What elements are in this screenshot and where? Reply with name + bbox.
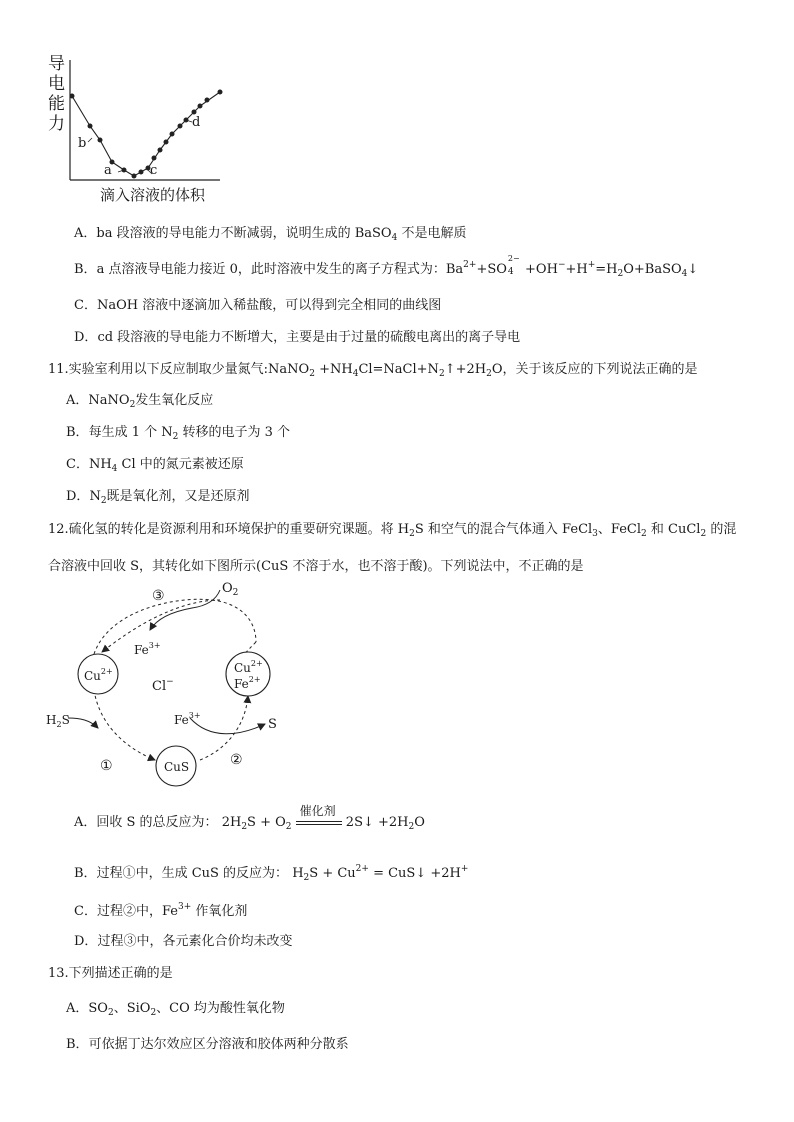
s-output-arrow	[190, 718, 265, 734]
curve-point	[205, 98, 210, 103]
q10-option-b[interactable]: B．a 点溶液导电能力接近 0，此时溶液中发生的离子方程式为：$Ba^{2+}+SO$ 2− 4 $+OH^-+H^+=H_2O+BaSO_4↓$	[74, 254, 699, 279]
step-2-label: ②	[230, 752, 243, 768]
q11-option-c[interactable]: C．$NH_4$ Cl 中的氮元素被还原	[66, 457, 244, 474]
option-letter: A．	[74, 226, 97, 241]
curve-point	[170, 132, 175, 137]
sulfur-cycle-diagram	[40, 578, 320, 788]
q12-option-b[interactable]: B．过程①中，生成 CuS 的反应为： $H_2S + Cu^{2+}$ = CuS↓ +2H+	[74, 864, 469, 883]
q12-stem-line1: 12.硫化氢的转化是资源利用和环境保护的重要研究课题。将 $H_2S$ 和空气的混合气体通入 FeCl$_3$、FeCl$_2$ 和 CuCl$_2$ 的混	[48, 522, 737, 539]
q13-option-b[interactable]: B．可依据丁达尔效应区分溶液和胶体两种分散系	[66, 1037, 349, 1052]
ylabel-char-3: 能	[48, 94, 65, 114]
q10-option-d[interactable]: D．cd 段溶液的导电能力不断增大，主要是由于过量的硫酸电离出的离子导电	[74, 330, 521, 345]
graph-xlabel: 滴入溶液的体积	[100, 186, 206, 204]
curve-point	[70, 94, 75, 99]
q10-option-c[interactable]: C．NaOH 溶液中逐滴加入稀盐酸，可以得到完全相同的曲线图	[74, 298, 442, 313]
conductivity-curve	[72, 92, 220, 176]
step-1-label: ①	[100, 758, 113, 774]
graph-svg	[60, 50, 230, 190]
q10-option-a[interactable]: A．ba 段溶液的导电能力不断减弱，说明生成的 BaSO$_4$ 不是电解质	[74, 226, 467, 243]
ylabel-char-1: 导	[48, 54, 65, 74]
curve-point	[98, 138, 103, 143]
option-letter: C．	[74, 298, 97, 313]
q12-stem-line2: 合溶液中回收 S，其转化如下图所示(CuS 不溶于水，也不溶于酸)。下列说法中，不正确的是	[48, 559, 584, 574]
curve-point	[88, 124, 93, 129]
option-letter: D．	[74, 330, 98, 345]
cycle-arc-top-right	[212, 600, 256, 642]
curve-point	[132, 174, 137, 179]
q11-option-b[interactable]: B．每生成 1 个 $N_2$ 转移的电子为 3 个	[66, 425, 291, 442]
curve-point	[198, 104, 203, 109]
curve-point	[152, 156, 157, 161]
o2-label: $O_2$	[222, 581, 239, 598]
curve-point	[192, 110, 197, 115]
h2s-label: $H_2S$	[46, 713, 70, 729]
q12-option-c[interactable]: C．过程②中，$Fe^{3+}$ 作氧化剂	[74, 902, 248, 919]
ylabel-char-2: 电	[48, 74, 65, 94]
fe3-top-label: $Fe^{3+}$	[134, 641, 161, 657]
q12-option-d[interactable]: D．过程③中，各元素化合价均未改变	[74, 934, 293, 949]
cu2-right-label: $Cu^{2+}$	[234, 659, 263, 675]
point-label-b: b	[78, 136, 87, 151]
catalyst-condition: 催化剂	[296, 816, 342, 830]
cu2-left-label: $Cu^{2+}$	[84, 667, 113, 683]
cl-label: Cl−	[152, 677, 174, 694]
sulfate-charge: 2− 4	[507, 254, 520, 277]
cus-label: CuS	[164, 760, 190, 774]
point-label-d: d	[192, 115, 201, 130]
curve-points	[70, 90, 223, 179]
s-product-label: S	[268, 717, 277, 732]
curve-point	[139, 170, 144, 175]
q11-option-a[interactable]: A．NaNO$_2$发生氧化反应	[66, 393, 214, 410]
q13-option-a[interactable]: A．$SO_2$、SiO$_2$、CO 均为酸性氧化物	[66, 1001, 285, 1018]
curve-point	[158, 148, 163, 153]
cycle-arc-left	[94, 690, 155, 760]
q13-stem: 13.下列描述正确的是	[48, 966, 173, 981]
q11-option-d[interactable]: D．$N_2$既是氧化剂，又是还原剂	[66, 489, 250, 506]
point-label-a: a	[104, 163, 112, 178]
curve-point	[164, 140, 169, 145]
cycle-arc-right	[200, 696, 248, 760]
fe2-right-label: $Fe^{2+}$	[234, 675, 261, 691]
q11-stem: 11.实验室利用以下反应制取少量氮气:NaNO$_2$ $+NH_4Cl=NaCl+N_2↑+2H_2O$，关于该反应的下列说法正确的是	[48, 362, 698, 379]
curve-point	[218, 90, 223, 95]
step-3-label: ③	[152, 588, 165, 604]
option-letter: B．	[74, 262, 97, 277]
ylabel-char-4: 力	[48, 114, 65, 134]
point-label-c: c	[150, 163, 158, 178]
h2s-arrow	[68, 718, 98, 728]
curve-point	[178, 124, 183, 129]
fe3-mid-label: $Fe^{3+}$	[174, 711, 201, 727]
q12-option-a[interactable]: A．回收 S 的总反应为： $2H_2S + O_2$ 催化剂 2S↓ $+2H_2O$	[74, 803, 425, 832]
